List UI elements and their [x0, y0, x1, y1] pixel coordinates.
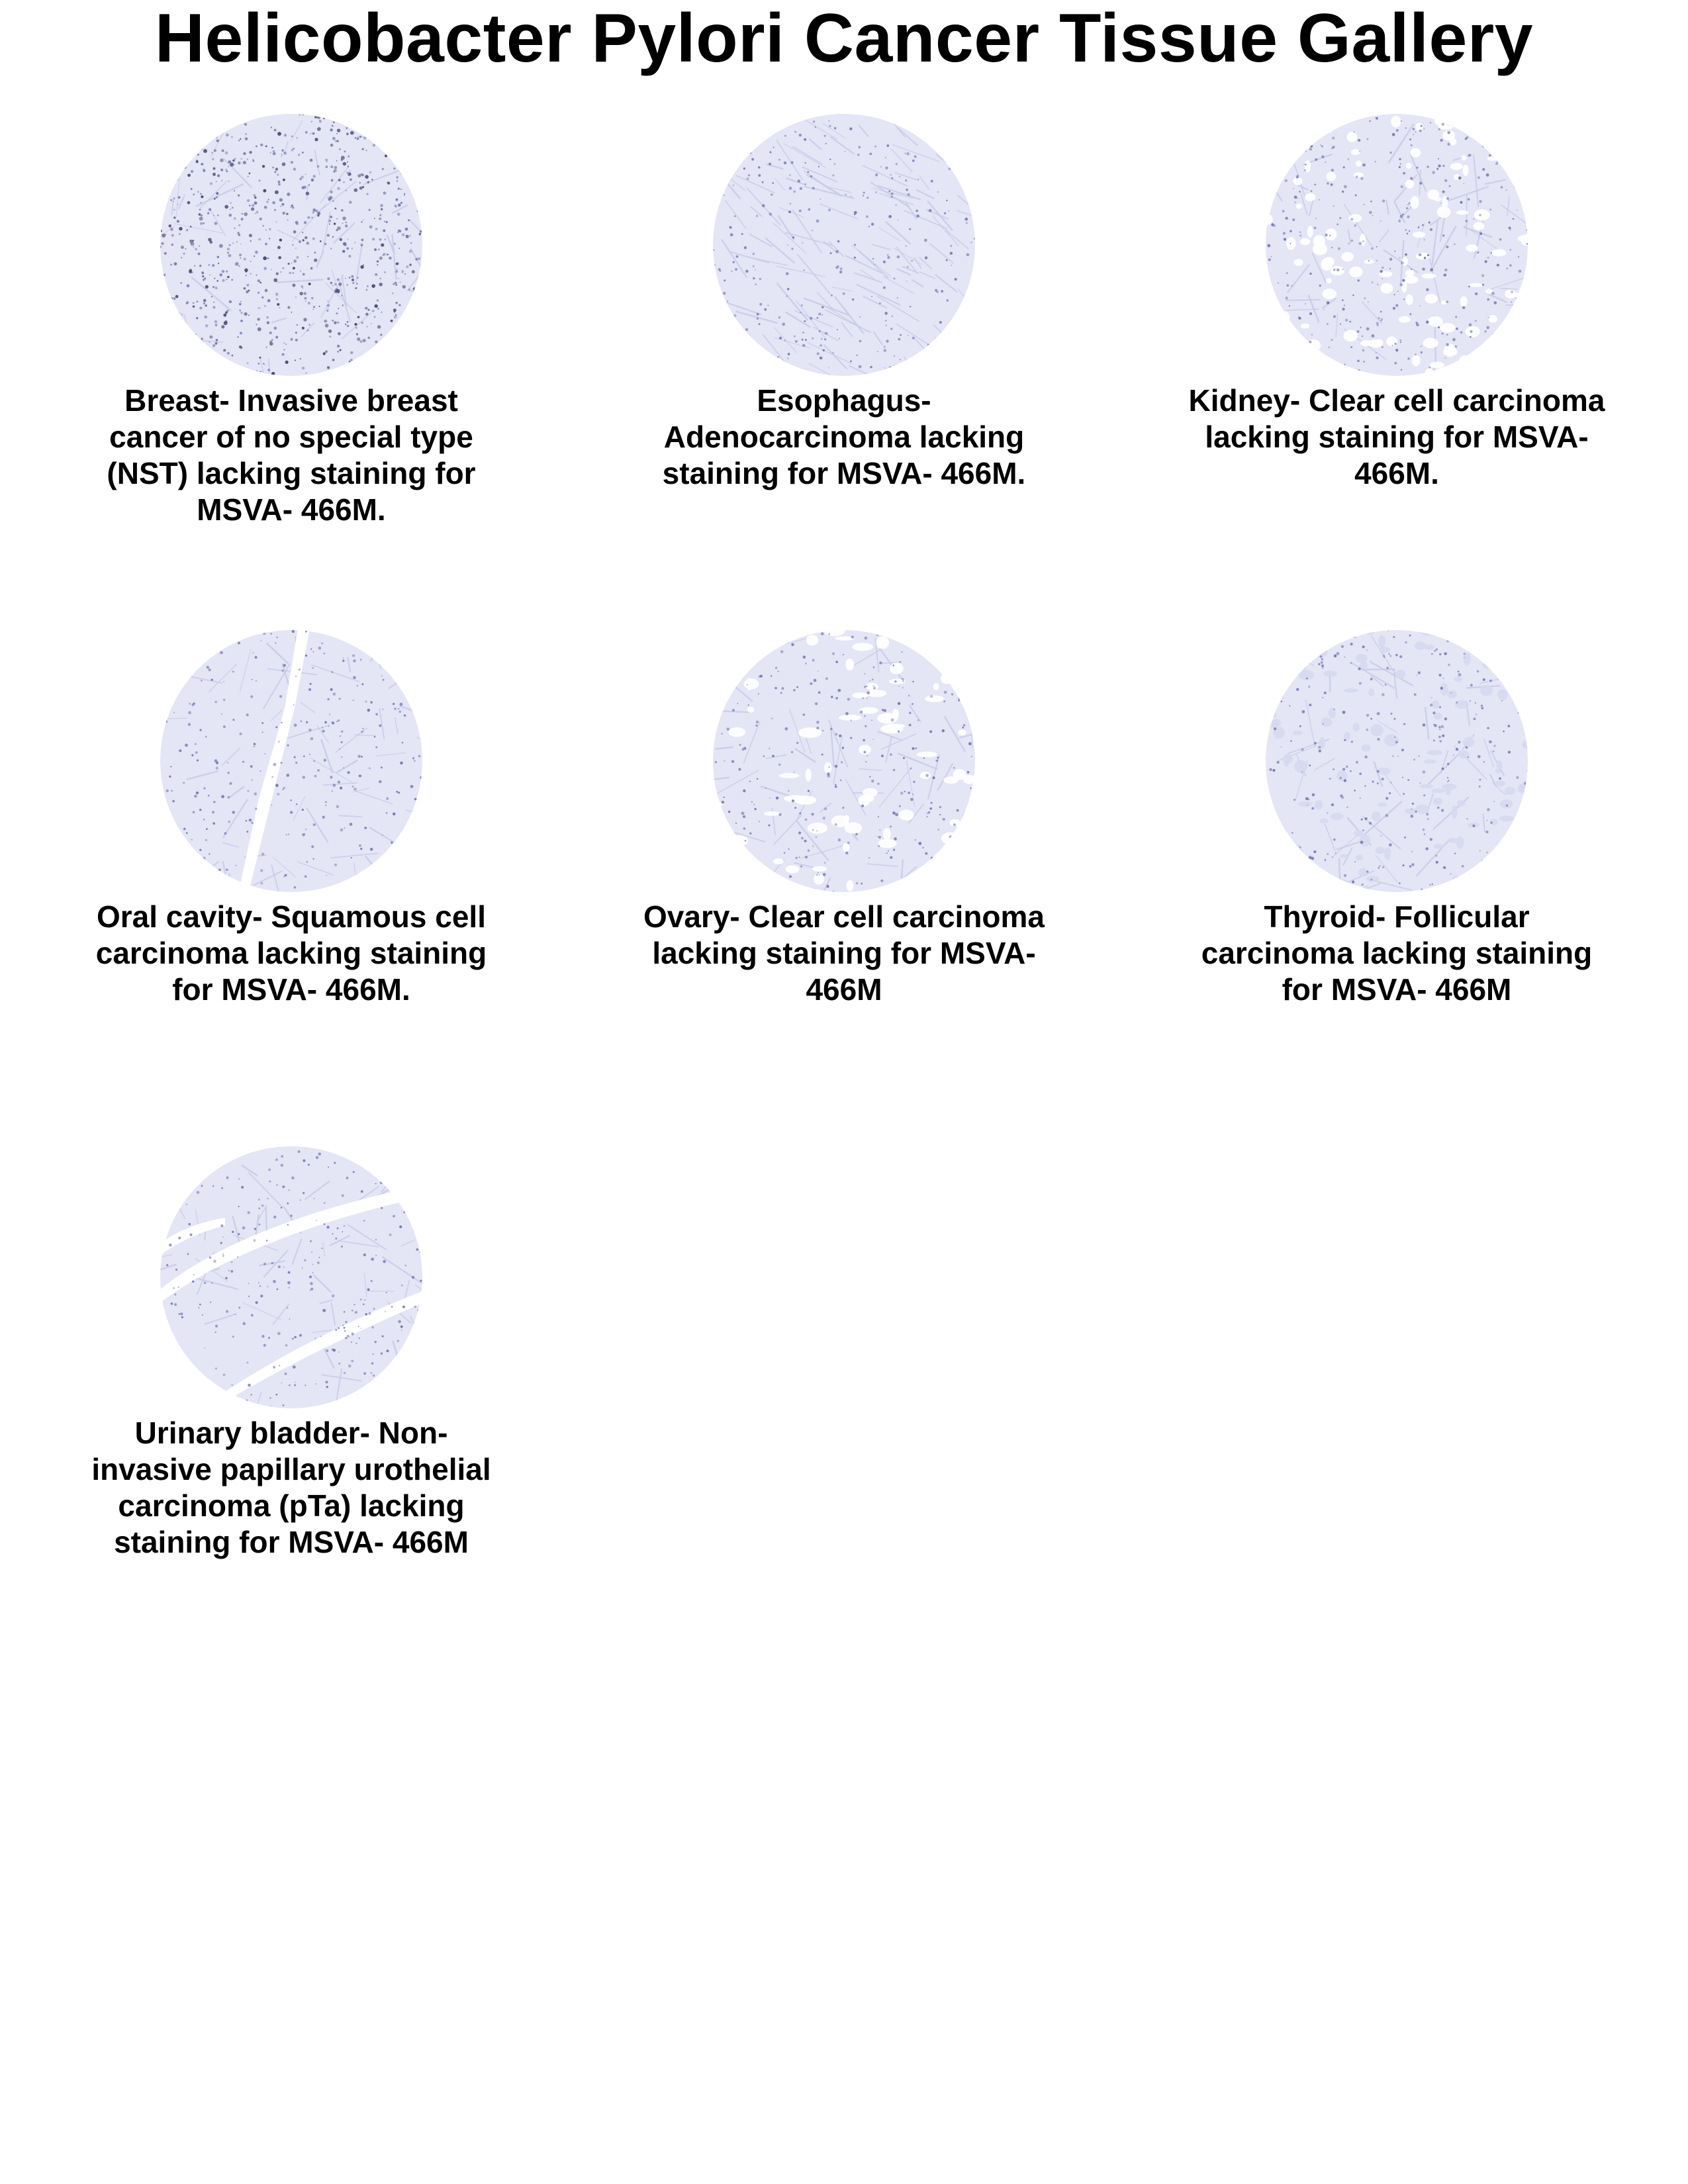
tissue-tile-esophagus	[626, 113, 1062, 492]
tissue-core-image	[159, 629, 424, 893]
tissue-tile-oral-cavity	[73, 629, 510, 1008]
tissue-tile-ovary	[626, 629, 1062, 1008]
tissue-caption: Thyroid- Follicular carcinoma lacking staining for MSVA- 466M	[1201, 899, 1593, 1007]
tissue-core-image	[1264, 113, 1529, 377]
tissue-caption: Kidney- Clear cell carcinoma lacking staining for MSVA- 466M.	[1188, 383, 1605, 490]
tissue-core-image	[159, 113, 424, 377]
page-title: Helicobacter Pylori Cancer Tissue Gallery	[154, 0, 1534, 77]
tissue-tile-urinary-bladder	[73, 1145, 510, 1561]
tissue-core-image	[712, 113, 976, 377]
tissue-caption: Urinary bladder- Non-invasive papillary urothelial carcinoma (pTa) lacking staining for MSVA- 466M	[91, 1416, 491, 1559]
tissue-core-image	[1264, 629, 1529, 893]
tissue-core-image	[159, 1145, 424, 1410]
tissue-tile-thyroid	[1178, 629, 1615, 1008]
tissue-caption: Breast- Invasive breast cancer of no special type (NST) lacking staining for MSVA- 466M.	[107, 383, 476, 527]
tissue-caption: Ovary- Clear cell carcinoma lacking staining for MSVA- 466M	[643, 899, 1045, 1007]
tissue-caption: Oral cavity- Squamous cell carcinoma lacking staining for MSVA- 466M.	[95, 899, 487, 1007]
tissue-caption: Esophagus- Adenocarcinoma lacking staining for MSVA- 466M.	[662, 383, 1026, 490]
tissue-tile-kidney	[1178, 113, 1615, 492]
tissue-core-image	[712, 629, 976, 893]
tissue-tile-breast	[73, 113, 510, 528]
